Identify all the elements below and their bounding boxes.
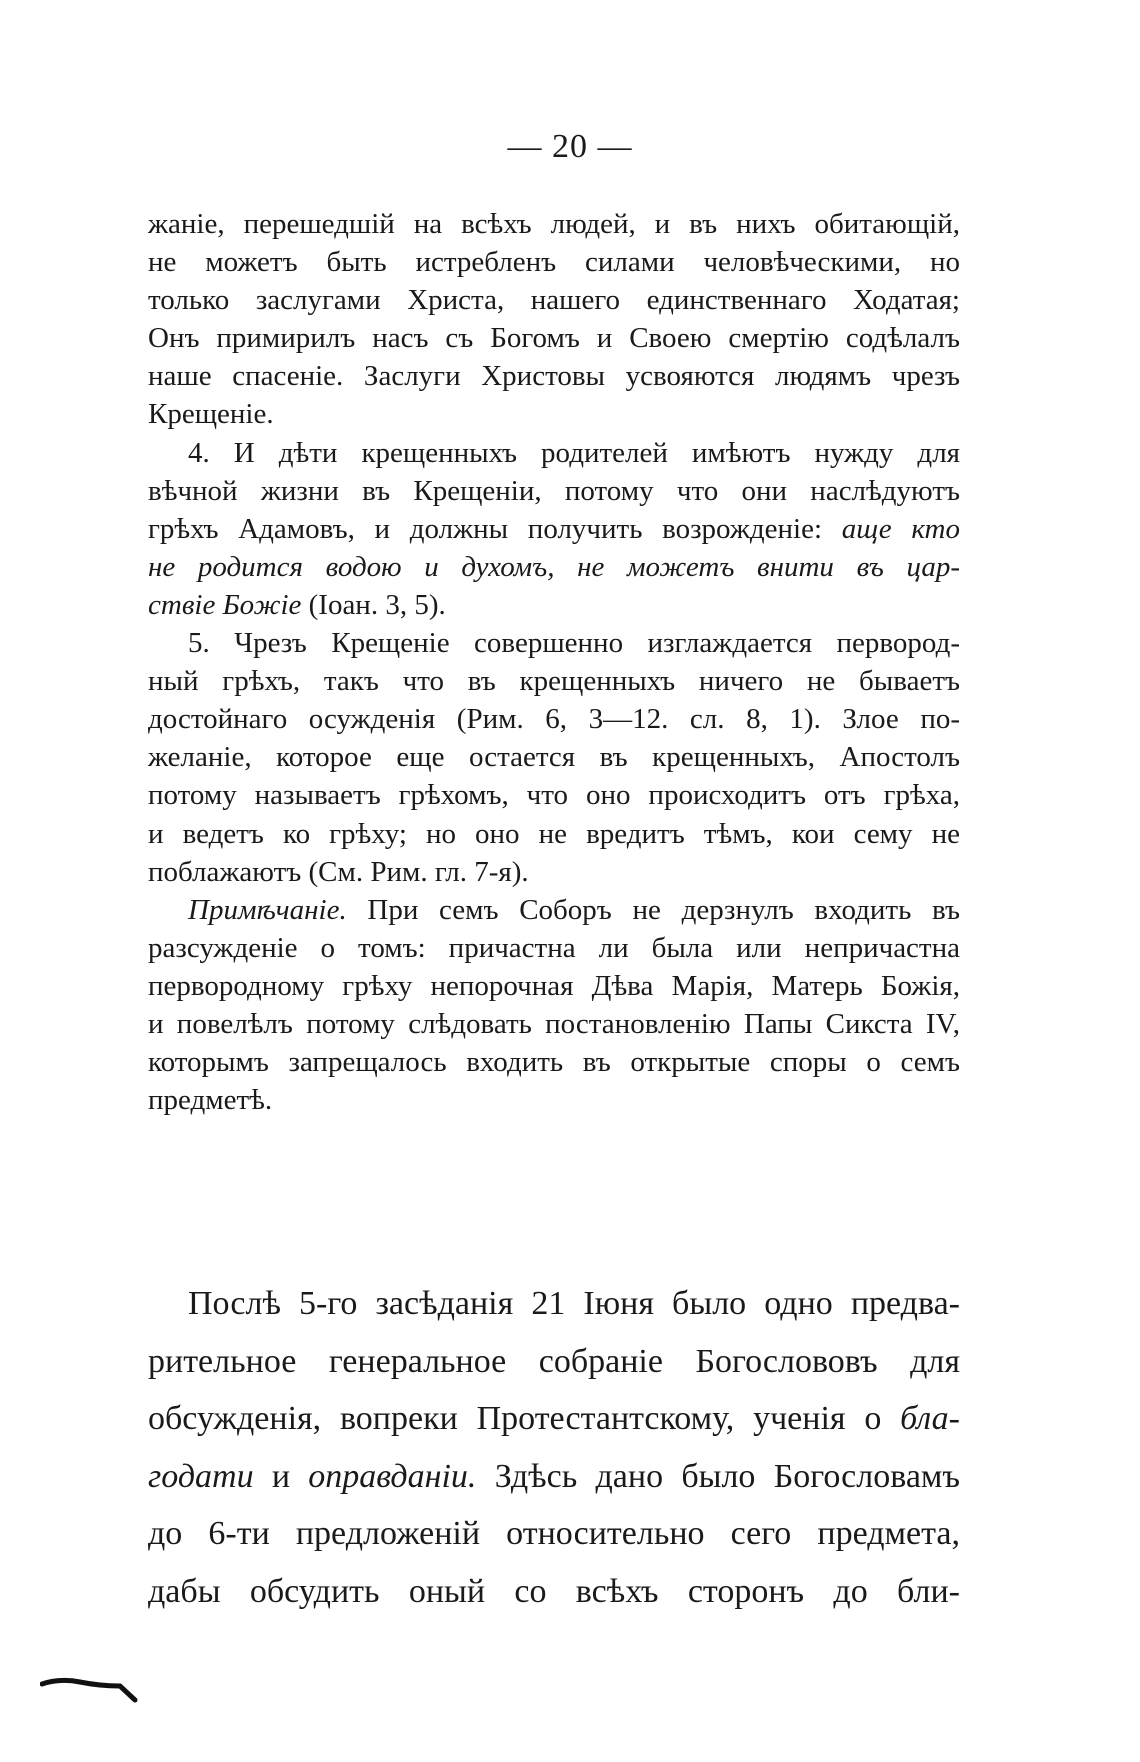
text-line: ствіе Божіе (Іоан. 3, 5). [148, 588, 446, 621]
text-line: дабы обсудить оный со всѣхъ сторонъ до бли- [148, 1572, 960, 1610]
text-line: грѣхъ Адамовъ, и должны получить возрожденіе: аще кто [148, 512, 960, 545]
text-line: разсужденіе о томъ: причастна ли была или непричастна [148, 931, 960, 964]
text-line: до 6-ти предложеній относительно сего предмета, [148, 1515, 960, 1552]
text-line: жаніе, перешедшій на всѣхъ людей, и въ нихъ обитающій, [148, 208, 960, 240]
text-line: только заслугами Христа, нашего единственнаго Ходатая; [148, 284, 960, 317]
text-line: достойнаго осужденія (Рим. 6, 3—12. сл. 8, 1). Злое по- [148, 703, 960, 736]
text-line: 4. И дѣти крещенныхъ родителей имѣютъ нужду для [188, 436, 960, 469]
text-line: которымъ запрещалось входить въ открытые споры о семъ [148, 1046, 960, 1079]
text-line: наше спасеніе. Заслуги Христовы усвояются людямъ чрезъ [148, 360, 960, 393]
page-number: — 20 — [507, 128, 633, 165]
text-line: обсужденія, вопреки Протестантскому, ученія о бла- [148, 1400, 960, 1437]
text-line: потому называетъ грѣхомъ, что оно происходитъ отъ грѣха, [148, 779, 960, 812]
text-line: вѣчной жизни въ Крещеніи, потому что они наслѣдуютъ [148, 474, 960, 507]
session-text [148, 1275, 960, 1620]
text-line: 5. Чрезъ Крещеніе совершенно изглаждается первород- [188, 627, 960, 660]
text-line: не родится водою и духомъ, не можетъ внити въ цар- [148, 550, 960, 583]
text-line: годати и оправданіи. Здѣсь дано было Богословамъ [148, 1457, 961, 1495]
text-line: рительное генеральное собраніе Богослововъ для [148, 1342, 960, 1380]
text-line: ный грѣхъ, такъ что въ крещенныхъ ничего не бываетъ [148, 665, 960, 698]
text-line: предметѣ. [148, 1084, 273, 1117]
text-line: Послѣ 5-го засѣданія 21 Іюня было одно предва- [188, 1285, 960, 1322]
text-line: первородному грѣху непорочная Дѣва Марія, Матерь Божія, [148, 969, 960, 1002]
text-line: поблажаютъ (См. Рим. гл. 7-я). [148, 855, 529, 888]
text-line: Крещеніе. [148, 398, 274, 431]
ink-mark-icon [40, 1664, 140, 1704]
text-line: и повелѣлъ потому слѣдовать постановленію Папы Сикста IV, [148, 1007, 960, 1040]
text-line: Примѣчаніе. При семъ Соборъ не дерзнулъ входить въ [188, 893, 960, 926]
main-text [148, 205, 960, 1119]
text-line: не можетъ быть истребленъ силами человѣческими, но [148, 246, 960, 279]
text-line: Онъ примирилъ насъ съ Богомъ и Своею смертію содѣлалъ [148, 322, 960, 355]
text-line: и ведетъ ко грѣху; но оно не вредитъ тѣмъ, кои сему не [148, 817, 960, 850]
text-line: желаніе, которое еще остается въ крещенныхъ, Апостолъ [148, 741, 960, 774]
